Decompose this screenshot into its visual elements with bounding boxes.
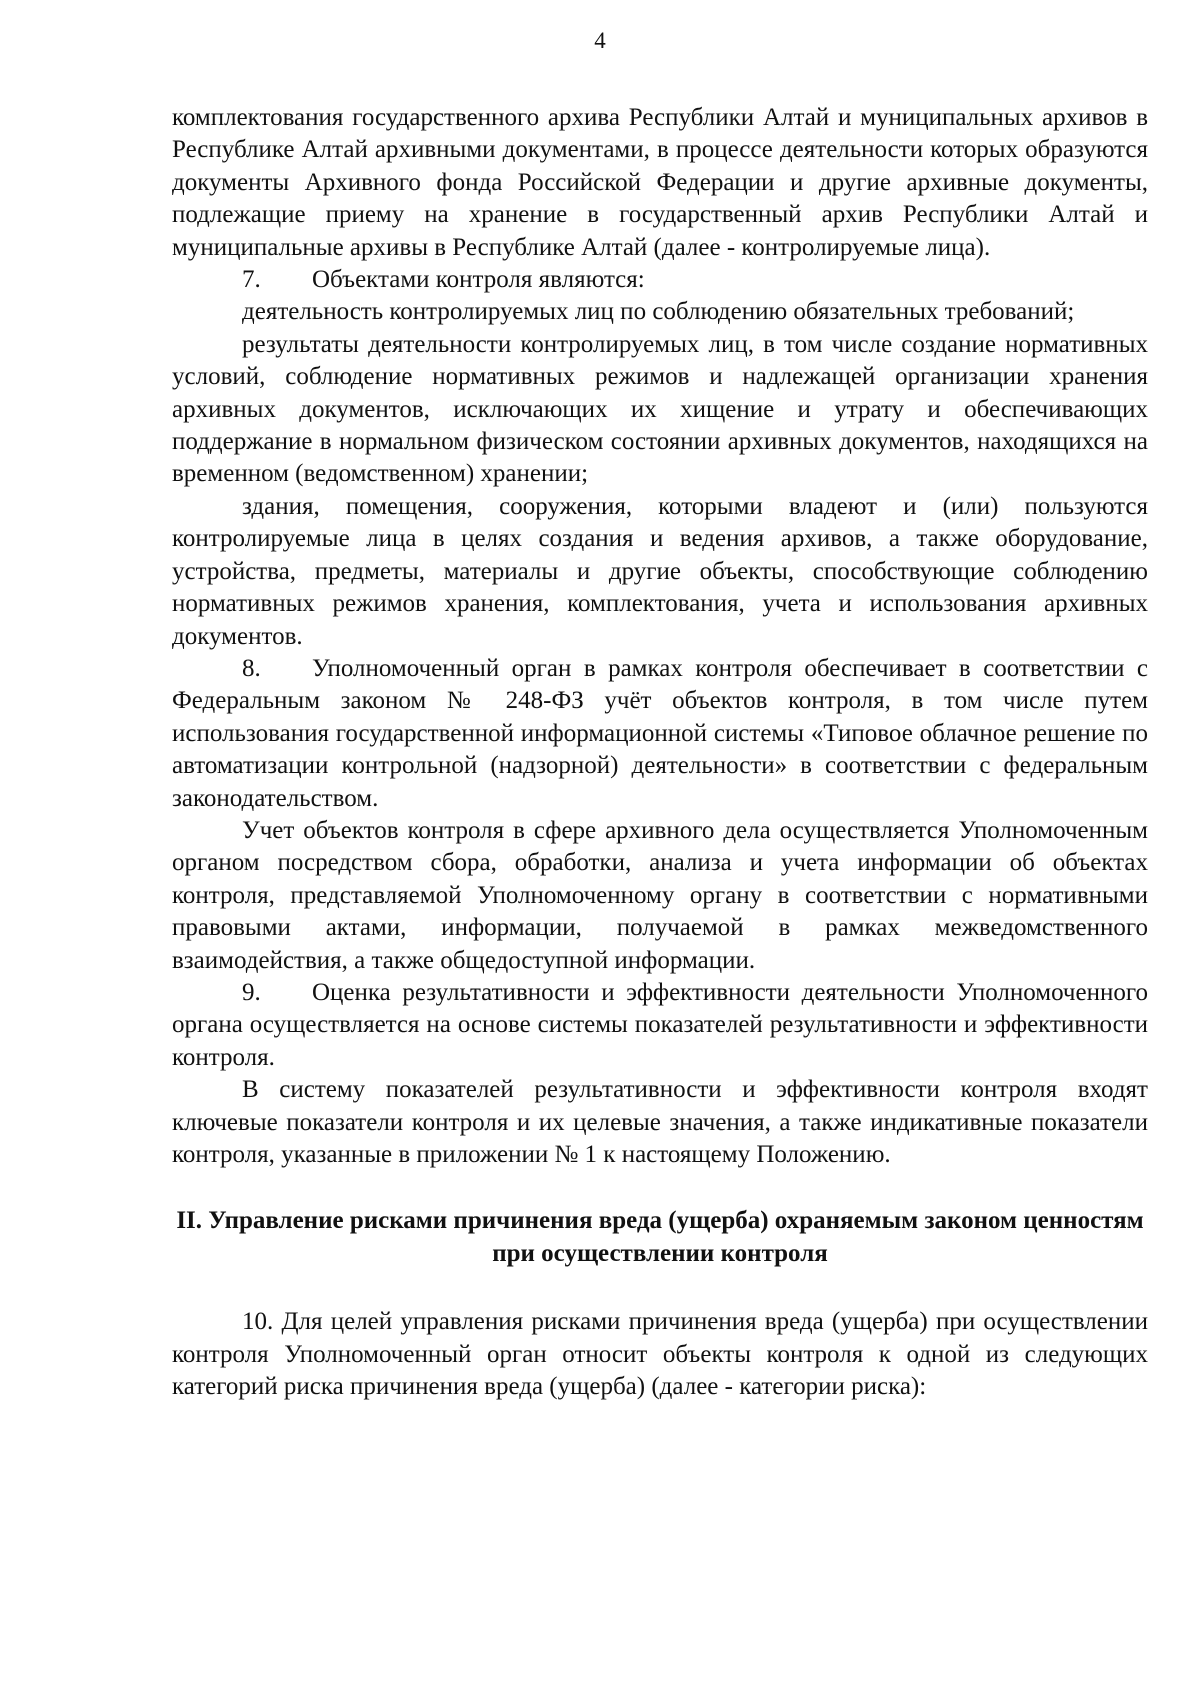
document-body [172, 102, 1148, 1403]
paragraph-object-results: результаты деятельности контролируемых лиц, в том числе создание нормативных условий, соблюдение нормативных режимов и надлежащей организации хранения архивных документов, исключающих их хищение и утрату и обеспечивающих поддержание в нормальном физическом состоянии архивных документов, находящихся на временном (ведомственном) хранении; [172, 330, 1148, 488]
paragraph-continuation: комплектования государственного архива Республики Алтай и муниципальных архивов в Республике Алтай архивными документами, в процессе деятельности которых образуются документы Архивного фонда Российской Федерации и другие архивные документы, подлежащие приему на хранение в государственный архив Республики Алтай и муниципальные архивы в Республике Алтай (далее - контролируемые лица). [172, 104, 1148, 261]
page-number: 4 [594, 28, 606, 53]
paragraph-object-activity: деятельность контролируемых лиц по соблюдению обязательных требований; [242, 298, 1075, 326]
paragraph-text: Уполномоченный орган в рамках контроля обеспечивает в соответствии с Федеральным законом № 248-ФЗ учёт объектов контроля, в том числе путем использования государственной информационной системы «Типовое облачное решение по автоматизации контрольной (надзорной) деятельности» в соответствии с федеральным законодательством. [172, 654, 1148, 812]
paragraph-object-buildings: здания, помещения, сооружения, которыми владеют и (или) пользуются контролируемые лица в целях создания и ведения архивов, а также оборудование, устройства, предметы, материалы и другие объекты, способствующие соблюдению нормативных режимов хранения, комплектования, учета и использования архивных документов. [172, 492, 1148, 650]
paragraph-item-7 [172, 264, 1148, 296]
item-number: 7. [242, 266, 261, 294]
paragraph-item-9 [172, 977, 1148, 1074]
paragraph-accounting: Учет объектов контроля в сфере архивного дела осуществляется Уполномоченным органом посредством сбора, обработки, анализа и учета информации об объектах контроля, представляемой Уполномоченному органу в соответствии с нормативными правовыми актами, информации, получаемой в рамках межведомственного взаимодействия, а также общедоступной информации. [172, 816, 1148, 974]
item-number: 9. [242, 978, 261, 1006]
section-heading: II. Управление рисками причинения вреда (ущерба) охраняемым законом ценностям при осуществлении контроля [176, 1207, 1144, 1267]
paragraph-item-10: 10. Для целей управления рисками причинения вреда (ущерба) при осуществлении контроля Уполномоченный орган относит объекты контроля к одной из следующих категорий риска причинения вреда (ущерба) (далее - категории риска): [172, 1308, 1148, 1401]
paragraph-text: Объектами контроля являются: [312, 266, 645, 294]
paragraph-text: Оценка результативности и эффективности деятельности Уполномоченного органа осуществляется на основе системы показателей результативности и эффективности контроля. [172, 978, 1148, 1071]
paragraph-item-8 [172, 653, 1148, 815]
item-number: 8. [242, 654, 261, 682]
paragraph-indicators: В систему показателей результативности и эффективности контроля входят ключевые показатели контроля и их целевые значения, а также индикативные показатели контроля, указанные в приложении № 1 к настоящему Положению. [172, 1076, 1148, 1168]
